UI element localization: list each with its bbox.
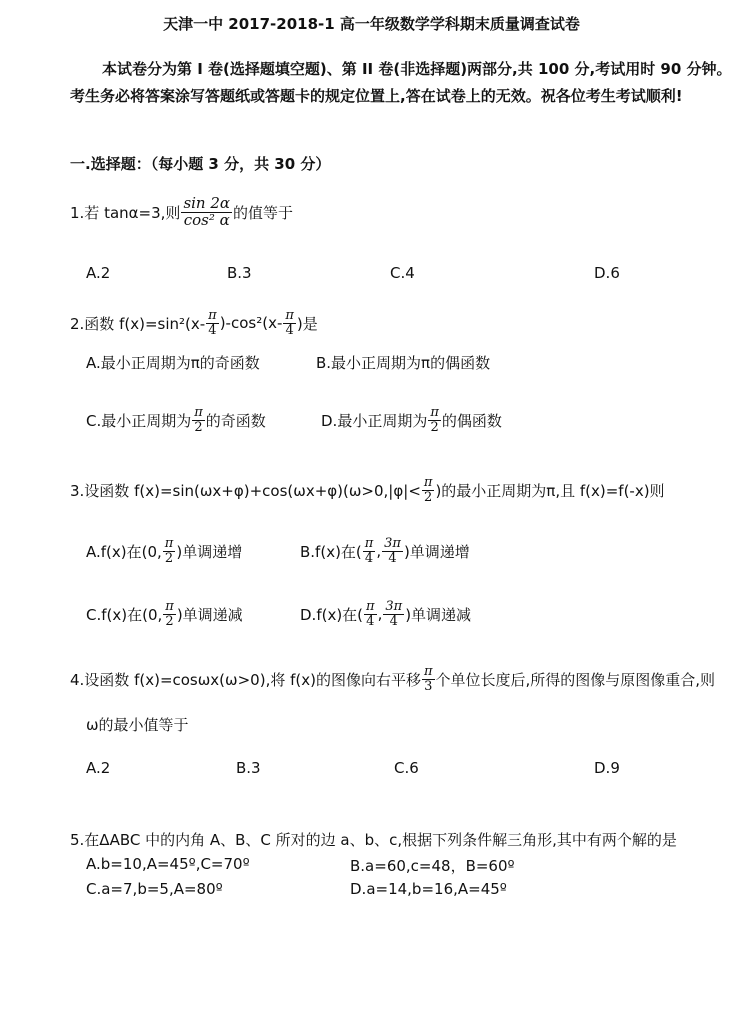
q3-option-d-fraction-2 [383,600,404,628]
question-1 [70,196,293,229]
pi-symbol: π [208,308,217,323]
q3-option-d-prefix: D.f(x)在( [300,605,364,624]
denominator: 2 [165,613,174,629]
q2-option-d-prefix: D.最小正周期为 [321,411,428,430]
pi-symbol: π [430,405,439,420]
q2-option-a: A.最小正周期为π的奇函数 [86,354,260,372]
q5-option-c: C.a=7,b=5,A=80º [86,880,223,898]
q2-option-c-prefix: C.最小正周期为 [86,411,192,430]
section-heading: 一.选择题：（每小题 3 分，共 30 分） [70,155,331,173]
q4-option-d: D.9 [594,759,620,777]
pi-symbol: π [285,308,294,323]
q5-option-d: D.a=14,b=16,A=45º [350,880,507,898]
intro-line-2: 考生务必将答案涂写答题纸或答题卡的规定位置上,答在试卷上的无效。祝各位考生考试顺利! [70,87,683,105]
q1-option-b: B.3 [227,264,252,282]
q2-part-1: 2.函数 f(x)=sin²(x- [70,314,206,333]
q4-prefix: 4.设函数 f(x)=cosωx(ω>0),将 f(x)的图像向右平移 [70,670,421,689]
q3-option-b [300,537,470,565]
denominator: 4 [208,322,217,338]
q3-option-a-prefix: A.f(x)在(0, [86,542,162,561]
denominator: 2 [430,419,439,435]
q3-option-b-suffix: )单调递增 [403,542,470,561]
q4-option-b: B.3 [236,759,261,777]
q2-option-c [86,406,266,434]
denominator: 3 [424,678,433,694]
pi-symbol: π [423,475,433,490]
intro-line-1: 本试卷分为第 I 卷(选择题填空题)、第 II 卷(非选择题)两部分,共 100 分,考试用时 90 分钟。 [102,60,732,78]
pi-symbol: π [366,599,375,614]
q4-suffix: 个单位长度后,所得的图像与原图像重合,则 [435,670,716,689]
q4-option-c: C.6 [394,759,419,777]
question-2 [70,309,318,337]
denominator: 2 [424,489,433,505]
pi-symbol: π [423,664,433,679]
q3-option-c-prefix: C.f(x)在(0, [86,605,163,624]
three-pi: 3π [384,536,401,551]
q3-fraction [422,476,435,504]
q3-option-a [86,537,242,565]
denominator: 4 [285,322,294,338]
pi-symbol: π [165,599,174,614]
q3-prefix: 3.设函数 f(x)=sin(ωx+φ)+cos(ωx+φ)(ω>0,|φ|< [70,481,421,500]
q3-option-b-fraction-1 [363,537,376,565]
denominator: 4 [389,613,398,629]
three-pi: 3π [385,599,403,614]
denominator: 4 [388,550,397,566]
q3-suffix: )的最小正周期为π,且 f(x)=f(-x)则 [435,481,665,500]
denominator: 2 [164,550,174,566]
q3-option-d-fraction-1 [364,600,377,628]
q1-fraction [181,196,232,229]
q2-option-c-fraction [192,406,205,434]
denominator: 4 [366,613,375,629]
q1-suffix: 的值等于 [233,203,294,222]
denominator: 4 [364,550,374,566]
q4-fraction [422,665,435,693]
q2-fraction-2 [283,309,296,337]
q2-option-b: B.最小正周期为π的偶函数 [316,354,491,372]
denominator: 2 [194,419,203,435]
pi-symbol: π [364,536,374,551]
q2-option-c-suffix: 的奇函数 [205,411,266,430]
q3-option-a-fraction [163,537,176,565]
q3-option-c-fraction [163,600,176,628]
q5-option-b: B.a=60,c=48，B=60º [350,857,515,875]
q1-option-c: C.4 [390,264,415,282]
pi-symbol: π [194,405,203,420]
q2-fraction-1 [206,309,219,337]
q3-option-d [300,600,471,628]
q2-part-3: )是 [296,314,318,333]
q1-option-a: A.2 [86,264,111,282]
exam-title: 天津一中 2017-2018-1 高一年级数学学科期末质量调查试卷 [163,15,580,33]
q1-numerator: sin 2α [183,194,231,212]
q1-prefix: 1.若 tanα=3,则 [70,203,181,222]
question-4 [70,665,715,693]
q2-option-d [321,406,502,434]
q3-option-b-fraction-2 [382,537,403,565]
q1-denominator: cos² α [183,210,230,229]
q3-option-d-comma: , [377,605,383,624]
q1-option-d: D.6 [594,264,620,282]
q3-option-c [86,600,243,628]
q5-option-a: A.b=10,A=45º,C=70º [86,855,250,873]
question-5: 5.在ΔABC 中的内角 A、B、C 所对的边 a、b、c,根据下列条件解三角形,其中有两个解的是 [70,831,677,849]
q4-option-a: A.2 [86,759,111,777]
question-3 [70,476,665,504]
pi-symbol: π [164,536,174,551]
q2-part-2: )-cos²(x- [219,314,283,333]
q3-option-c-suffix: )单调递减 [176,605,243,624]
q4-line-2: ω的最小值等于 [86,716,189,734]
q2-option-d-suffix: 的偶函数 [441,411,502,430]
q3-option-d-suffix: )单调递减 [405,605,472,624]
q2-option-d-fraction [428,406,441,434]
q3-option-b-prefix: B.f(x)在( [300,542,362,561]
q3-option-a-suffix: )单调递增 [176,542,243,561]
q3-option-b-comma: , [376,542,382,561]
